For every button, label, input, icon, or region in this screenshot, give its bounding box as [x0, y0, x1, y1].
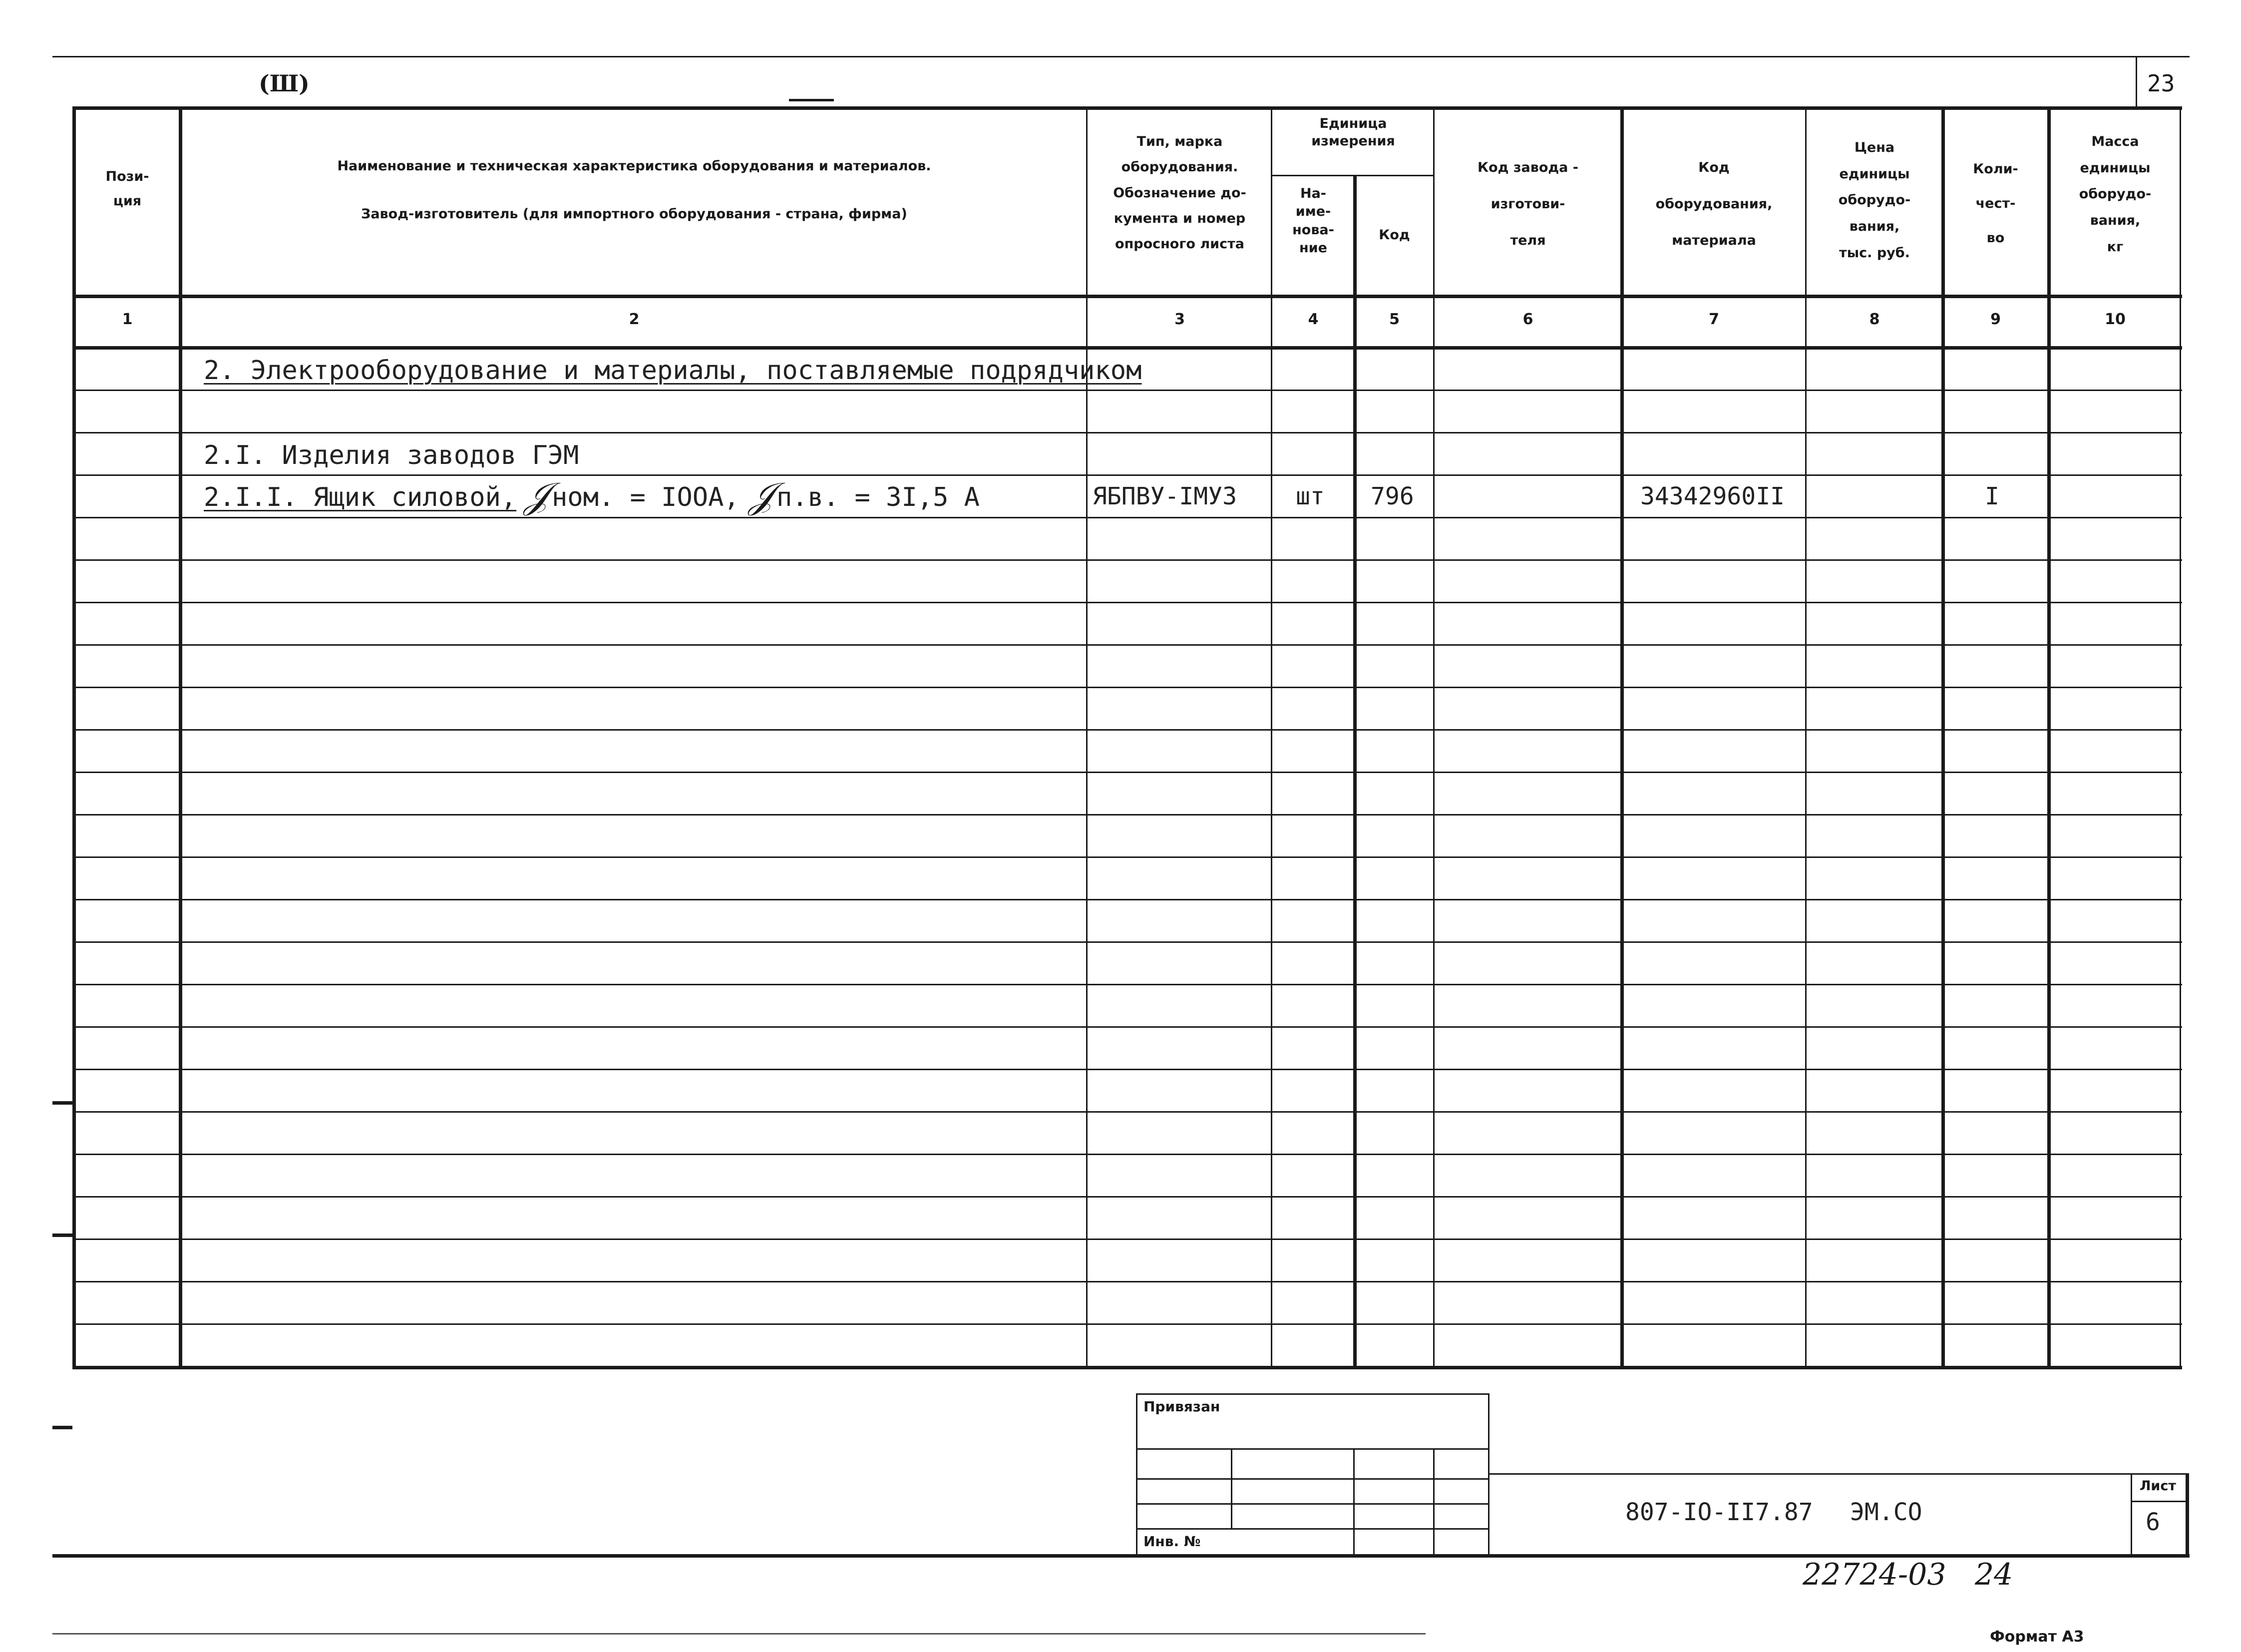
item-equipment-code: 34342960II [1640, 482, 1785, 510]
header-unit-code: Код [1379, 227, 1410, 243]
header-unit-name: На- име- нова- ние [1292, 186, 1334, 256]
format-label: Формат А3 [1990, 1628, 2084, 1646]
column-number: 3 [1174, 311, 1185, 328]
header-manufacturer-code: Код завода - изготови- теля [1478, 160, 1578, 248]
column-number: 6 [1522, 311, 1533, 328]
item-current-nominal: ном. = IOOA, [552, 482, 740, 512]
handwritten-number: 22724-03 [1803, 1557, 1946, 1592]
header-position: Пози- ция [105, 169, 149, 209]
document-suffix: ЭМ.СО [1850, 1498, 1922, 1526]
subsection-title: 2.I. Изделия заводов ГЭМ [204, 440, 579, 470]
handwritten-page: 24 [1975, 1557, 2013, 1592]
column-number: 4 [1308, 311, 1319, 328]
header-mass: Масса единицы оборудо- вания, кг [2079, 134, 2152, 255]
header-unit-group: Единица измерения [1311, 116, 1395, 149]
item-type: ЯБПВУ-IМУЗ [1093, 482, 1237, 510]
item-unit-code: 796 [1371, 482, 1414, 510]
column-number: 8 [1869, 311, 1880, 328]
column-number: 1 [122, 311, 133, 328]
column-number: 5 [1389, 311, 1400, 328]
current-symbol: 𝒥 [749, 474, 774, 516]
item-quantity: I [1985, 482, 1999, 510]
inventory-label: Инв. № [1143, 1533, 1201, 1550]
column-number: 7 [1709, 311, 1719, 328]
header-name-line2: Завод-изготовитель (для импортного оборудования - страна, фирма) [361, 206, 907, 222]
page-marker: (Ш) [259, 70, 310, 97]
item-unit-name: шт [1296, 482, 1325, 510]
page-number: 23 [2147, 70, 2175, 97]
header-equipment-code: Код оборудования, материала [1655, 160, 1773, 248]
section-title: 2. Электрооборудование и материалы, поставляемые подрядчиком [204, 356, 1142, 386]
item-current-release: п.в. = 3I,5 A [776, 482, 980, 512]
header-name-line1: Наименование и техническая характеристика оборудования и материалов. [337, 158, 931, 174]
item-name: 2.I.I. Ящик силовой, [204, 482, 517, 512]
sheet-label: Лист [2140, 1478, 2176, 1494]
column-number: 10 [2105, 311, 2126, 328]
bound-label: Привязан [1143, 1398, 1220, 1415]
document-code: 807-IO-II7.87 [1625, 1498, 1813, 1526]
header-type: Тип, марка оборудования. Обозначение до- кумента и номер опросного листа [1113, 134, 1246, 252]
column-number: 2 [629, 311, 640, 328]
header-price: Цена единицы оборудо- вания, тыс. руб. [1838, 140, 1911, 261]
header-quantity: Коли- чест- во [1973, 161, 2018, 246]
sheet-number: 6 [2146, 1508, 2160, 1536]
column-number: 9 [1990, 311, 2001, 328]
current-symbol: 𝒥 [524, 474, 549, 516]
